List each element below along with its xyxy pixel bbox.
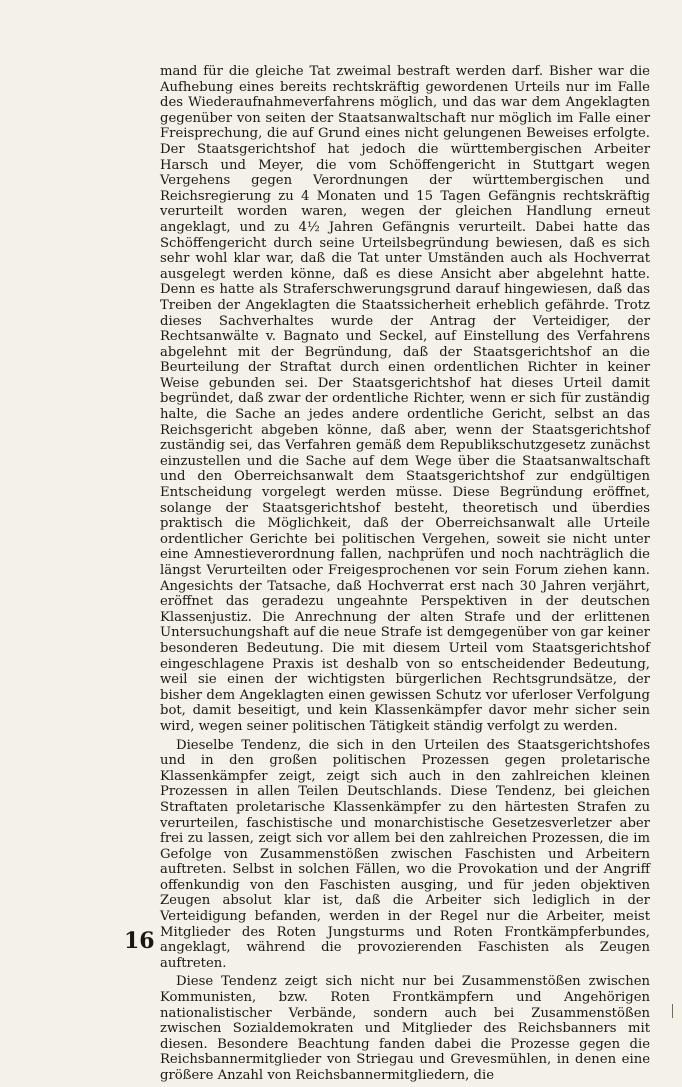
page-number: 16 <box>124 928 155 954</box>
body-text <box>160 64 650 1087</box>
edge-mark <box>672 1004 673 1018</box>
paragraph-3: Diese Tendenz zeigt sich nicht nur bei Zusammenstößen zwischen Kommunisten, bzw. Roten Frontkämpfern und Angehörigen nationalistischer Verbände, sondern auch bei Zusammenstößen zwischen Sozialdemokraten und Mitglieder des Reichsbanners mit diesen. Besondere Beachtung fanden dabei die Prozesse gegen die Reichsbannermitglieder von Striegau und Grevesmühlen, in denen eine größere Anzahl von Reichsbannermitgliedern, die <box>160 974 650 1083</box>
paragraph-1: mand für die gleiche Tat zweimal bestraft werden darf. Bisher war die Aufhebung eines bereits rechtskräftig gewordenen Urteils nur im Falle des Wiederaufnahmeverfahrens möglich, und das war dem Angeklagten gegenüber von seiten der Staatsanwaltschaft nur möglich im Falle einer Freisprechung, die auf Grund eines nicht gelungenen Beweises erfolgte. Der Staatsgerichtshof hat jedoch die württembergischen Arbeiter Harsch und Meyer, die vom Schöffengericht in Stuttgart wegen Vergehens gegen Verordnungen der württembergischen und Reichsregierung zu 4 Monaten und 15 Tagen Gefängnis rechtskräftig verurteilt worden waren, wegen der gleichen Handlung erneut angeklagt, und zu 4½ Jahren Gefängnis verurteilt. Dabei hatte das Schöffengericht durch seine Urteilsbegründung bewiesen, daß es sich sehr wohl klar war, daß die Tat unter Umständen auch als Hochverrat ausgelegt werden könne, daß es diese Ansicht aber abgelehnt hatte. Denn es hatte als Straferschwerungsgrund darauf hingewiesen, daß das Treiben der Angeklagten die Staatssicherheit erheblich gefährde. Trotz dieses Sachverhaltes wurde der Antrag der Verteidiger, der Rechtsanwälte v. Bagnato und Seckel, auf Einstellung des Verfahrens abgelehnt mit der Begründung, daß der Staatsgerichtshof an die Beurteilung der Straftat durch einen ordentlichen Richter in keiner Weise gebunden sei. Der Staatsgerichtshof hat dieses Urteil damit begründet, daß zwar der ordentliche Richter, wenn er sich für zuständig halte, die Sache an jedes andere ordentliche Gericht, selbst an das Reichsgericht abgeben könne, daß aber, wenn der Staatsgerichtshof zuständig sei, das Verfahren gemäß dem Republikschutzgesetz zunächst einzustellen und die Sache auf dem Wege über die Staatsanwaltschaft und den Oberreichsanwalt dem Staatsgerichtshof zur endgültigen Entscheidung vorgelegt werden müsse. Diese Begründung eröffnet, solange der Staatsgerichtshof besteht, theoretisch und überdies praktisch die Möglichkeit, daß der Oberreichsanwalt alle Urteile ordentlicher Gerichte bei politischen Vergehen, soweit sie nicht unter eine Amnestieverordnung fallen, nachprüfen und noch nachträglich die längst Verurteilten oder Freigesprochenen vor sein Forum ziehen kann. Angesichts der Tatsache, daß Hochverrat erst nach 30 Jahren verjährt, eröffnet das geradezu ungeahnte Perspektiven in der deutschen Klassenjustiz. Die Anrechnung der alten Strafe und der erlittenen Untersuchungshaft auf die neue Strafe ist demgegenüber von gar keiner besonderen Bedeutung. Die mit diesem Urteil vom Staatsgerichtshof eingeschlagene Praxis ist deshalb von so entscheidender Bedeutung, weil sie einen der wichtigsten bürgerlichen Rechtsgrundsätze, der bisher dem Angeklagten einen gewissen Schutz vor uferloser Verfolgung bot, damit beseitigt, und kein Klassenkämpfer davor mehr sicher sein wird, wegen seiner politischen Tätigkeit ständig verfolgt zu werden. <box>160 64 650 734</box>
paragraph-2: Dieselbe Tendenz, die sich in den Urteilen des Staatsgerichtshofes und in den großen politischen Prozessen gegen proletarische Klassenkämpfer zeigt, zeigt sich auch in den zahlreichen kleinen Prozessen in allen Teilen Deutschlands. Diese Tendenz, bei gleichen Straftaten proletarische Klassenkämpfer zu den härtesten Strafen zu verurteilen, faschistische und monarchistische Gesetzesverletzer aber frei zu lassen, zeigt sich vor allem bei den zahlreichen Prozessen, die im Gefolge von Zusammenstößen zwischen Faschisten und Arbeitern auftreten. Selbst in solchen Fällen, wo die Provokation und der Angriff offenkundig von den Faschisten ausging, und für jeden objektiven Zeugen absolut klar ist, daß die Arbeiter sich lediglich in der Verteidigung befanden, werden in der Regel nur die Arbeiter, meist Mitglieder des Roten Jungsturms und Roten Frontkämpferbundes, angeklagt, während die provozierenden Faschisten als Zeugen auftreten. <box>160 737 650 971</box>
